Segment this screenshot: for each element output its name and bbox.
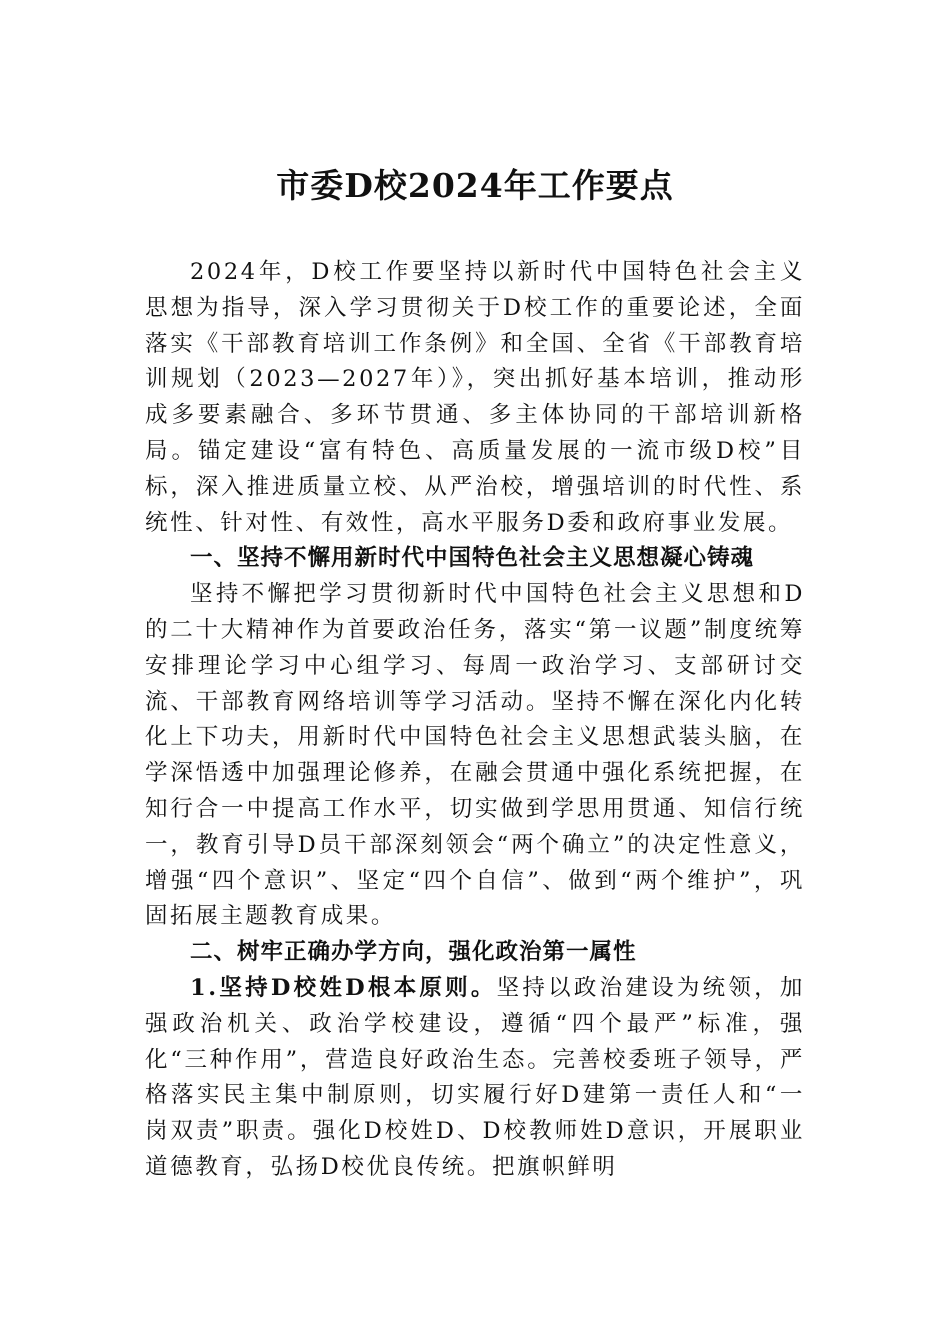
- item-1-lead: 1.坚持D校姓D根本原则。: [190, 974, 497, 1001]
- section-1-paragraph: 坚持不懈把学习贯彻新时代中国特色社会主义思想和D的二十大精神作为首要政治任务，落实“第一议题”制度统筹安排理论学习中心组学习、每周一政治学习、支部研讨交流、干部教育网络培训等学习活动。坚持不懈在深化内化转化上下功夫，用新时代中国特色社会主义思想武装头脑，在学深悟透中加强理论修养，在融会贯通中强化系统把握，在知行合一中提高工作水平，切实做到学思用贯通、知信行统一，教育引导D员干部深刻领会“两个确立”的决定性意义，增强“四个意识”、坚定“四个自信”、做到“两个维护”，巩固拓展主题教育成果。: [145, 581, 805, 930]
- intro-paragraph: 2024年，D校工作要坚持以新时代中国特色社会主义思想为指导，深入学习贯彻关于D校工作的重要论述，全面落实《干部教育培训工作条例》和全国、全省《干部教育培训规划（2023—2027年）》，突出抓好基本培训，推动形成多要素融合、多环节贯通、多主体协同的干部培训新格局。锚定建设“富有特色、高质量发展的一流市级D校”目标，深入推进质量立校、从严治校，增强培训的时代性、系统性、针对性、有效性，高水平服务D委和政府事业发展。: [145, 259, 805, 536]
- document-title: 市委D校2024年工作要点: [276, 166, 674, 205]
- section-2-heading: 二、树牢正确办学方向，强化政治第一属性: [190, 939, 637, 966]
- item-1-body: 坚持以政治建设为统领，加强政治机关、政治学校建设，遵循“四个最严”标准，强化“三种作用”，营造良好政治生态。完善校委班子领导，严格落实民主集中制原则，切实履行好D建第一责任人和“一岗双责”职责。强化D校姓D、D校教师姓D意识，开展职业道德教育，弘扬D校优良传统。把旗帜鲜明: [145, 974, 806, 1180]
- section-1-heading: 一、坚持不懈用新时代中国特色社会主义思想凝心铸魂: [190, 545, 755, 572]
- document-body: [145, 255, 805, 1186]
- item-1-paragraph: [145, 971, 805, 1186]
